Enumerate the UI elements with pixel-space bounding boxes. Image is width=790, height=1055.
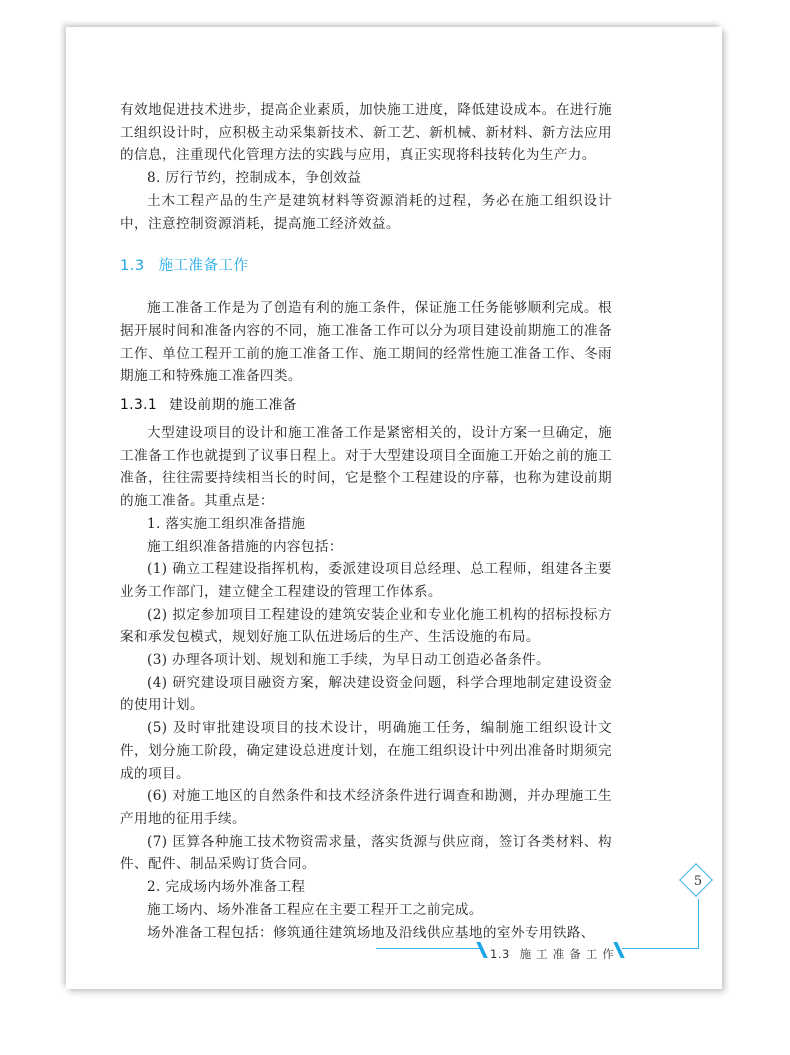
list-item: (5) 及时审批建设项目的技术设计，明确施工任务，编制施工组织设计文件，划分施工阶段，确定建设总进度计划，在施工组织设计中列出准备时期须完成的项目。 — [120, 720, 612, 782]
paragraph: 施工准备工作是为了创造有利的施工条件，保证施工任务能够顺利完成。根据开展时间和准备内容的不同，施工准备工作可以分为项目建设前期施工的准备工作、单位工程开工前的施工准备工作、施工期间的经常性施工准备工作、冬雨期施工和特殊施工准备四类。 — [120, 300, 612, 385]
paragraph: 有效地促进技术进步，提高企业素质，加快施工进度，降低建设成本。在进行施工组织设计时，应积极主动采集新技术、新工艺、新机械、新材料、新方法应用的信息，注重现代化管理方法的实践与应用，真正实现将科技转化为生产力。 — [120, 102, 612, 164]
section-title: 施工准备工作 — [158, 258, 249, 275]
list-item: (2) 拟定参加项目工程建设的建筑安装企业和专业化施工机构的招标投标方案和承发包模式，规划好施工队伍进场后的生产、生活设施的布局。 — [120, 606, 612, 646]
footer-slash-icon — [476, 942, 487, 958]
footer-section-title: 施工准备工作 — [519, 947, 619, 961]
list-item: (7) 匡算各种施工技术物资需求量，落实货源与供应商，签订各类材料、构件、配件、制品采购订货合同。 — [120, 833, 612, 873]
list-heading: 1. 落实施工组织准备措施 — [147, 515, 306, 532]
footer-vertical-rule — [698, 899, 699, 949]
list-item: (6) 对施工地区的自然条件和技术经济条件进行调查和勘测，并办理施工生产用地的征用手续。 — [120, 788, 612, 827]
footer-section-number: 1.3 — [490, 947, 510, 961]
book-page — [66, 27, 722, 989]
list-heading: 8. 厉行节约，控制成本，争创效益 — [147, 170, 362, 187]
running-footer — [490, 946, 619, 962]
section-heading — [120, 255, 612, 277]
paragraph: 施工组织准备措施的内容包括： — [147, 538, 343, 555]
subsection-heading — [120, 394, 612, 416]
subsection-title: 建设前期的施工准备 — [169, 397, 297, 414]
list-item: (4) 研究建设项目融资方案，解决建设资金问题，科学合理地制定建设资金的使用计划。 — [120, 674, 612, 714]
list-item: (1) 确立工程建设指挥机构，委派建设项目总经理、总工程师，组建各主要业务工作部门，建立健全工程建设的管理工作体系。 — [120, 561, 612, 600]
list-item: (3) 办理各项计划、规划和施工手续，为早日动工创造必备条件。 — [147, 652, 551, 669]
footer-rule-right — [622, 948, 699, 949]
paragraph: 土木工程产品的生产是建筑材料等资源消耗的过程，务必在施工组织设计中，注意控制资源消耗，提高施工经济效益。 — [120, 192, 612, 232]
list-heading: 2. 完成场内场外准备工程 — [147, 879, 306, 896]
footer-rule-left — [376, 948, 480, 949]
section-number: 1.3 — [120, 258, 145, 275]
page-body — [120, 99, 612, 944]
subsection-number: 1.3.1 — [120, 397, 158, 414]
paragraph: 施工场内、场外准备工程应在主要工程开工之前完成。 — [147, 901, 483, 918]
page-number: 5 — [693, 874, 703, 889]
paragraph: 场外准备工程包括：修筑通往建筑场地及沿线供应基地的室外专用铁路、 — [147, 924, 595, 941]
paragraph: 大型建设项目的设计和施工准备工作是紧密相关的，设计方案一旦确定，施工准备工作也就提到了议事日程上。对于大型建设项目全面施工开始之前的施工准备，往往需要持续相当长的时间，它是整个工程建设的序幕，也称为建设前期的施工准备。其重点是： — [120, 425, 612, 510]
